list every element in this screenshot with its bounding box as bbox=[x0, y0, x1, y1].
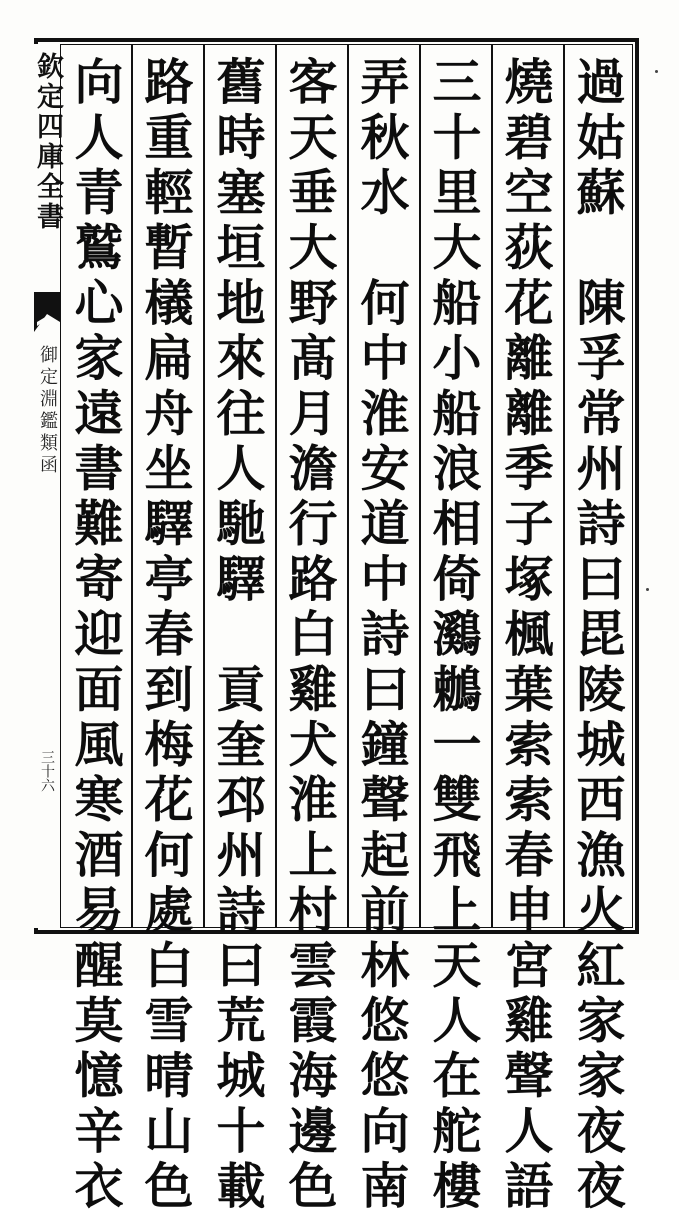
column-rule bbox=[131, 44, 133, 928]
book-title: 御定淵鑑類函 bbox=[37, 345, 58, 477]
text-column-3: 三十里大船小船浪相倚鸂鶒一雙飛上天人在舵樓 bbox=[425, 56, 483, 1215]
column-rule bbox=[419, 44, 421, 928]
page-number: 三十六 bbox=[39, 750, 55, 792]
book-series-title: 欽定四庫全書 bbox=[32, 52, 63, 232]
text-column-1: 過姑蘇 陳孚常州詩曰毘陵城西漁火紅家家夜夜 bbox=[569, 56, 627, 1215]
column-rule bbox=[275, 44, 277, 928]
column-rule bbox=[203, 44, 205, 928]
text-column-6: 舊時塞垣地來往人馳驛 貢奎邳州詩曰荒城十載 bbox=[209, 56, 267, 1215]
column-rule bbox=[563, 44, 565, 928]
scan-speck bbox=[646, 588, 649, 591]
text-column-4: 弄秋水 何中淮安道中詩曰鐘聲起前林悠悠向南 bbox=[353, 56, 411, 1215]
scan-speck bbox=[655, 70, 658, 73]
text-column-8: 向人青鷲心家遠書難寄迎面風寒酒易醒莫憶辛衣 bbox=[67, 56, 125, 1215]
column-rule bbox=[491, 44, 493, 928]
text-column-7: 路重輕暫檥扁舟坐驛亭春到梅花何處白雪晴山色 bbox=[137, 56, 195, 1215]
text-column-5: 客天垂大野髙月澹行路白雞犬淮上村雲霞海邊色 bbox=[281, 56, 339, 1215]
text-column-2: 燒碧空荻花離離季子塚楓葉索索春申宮雞聲人語 bbox=[497, 56, 555, 1215]
fish-tail-mark-icon bbox=[34, 292, 60, 332]
column-rule bbox=[347, 44, 349, 928]
